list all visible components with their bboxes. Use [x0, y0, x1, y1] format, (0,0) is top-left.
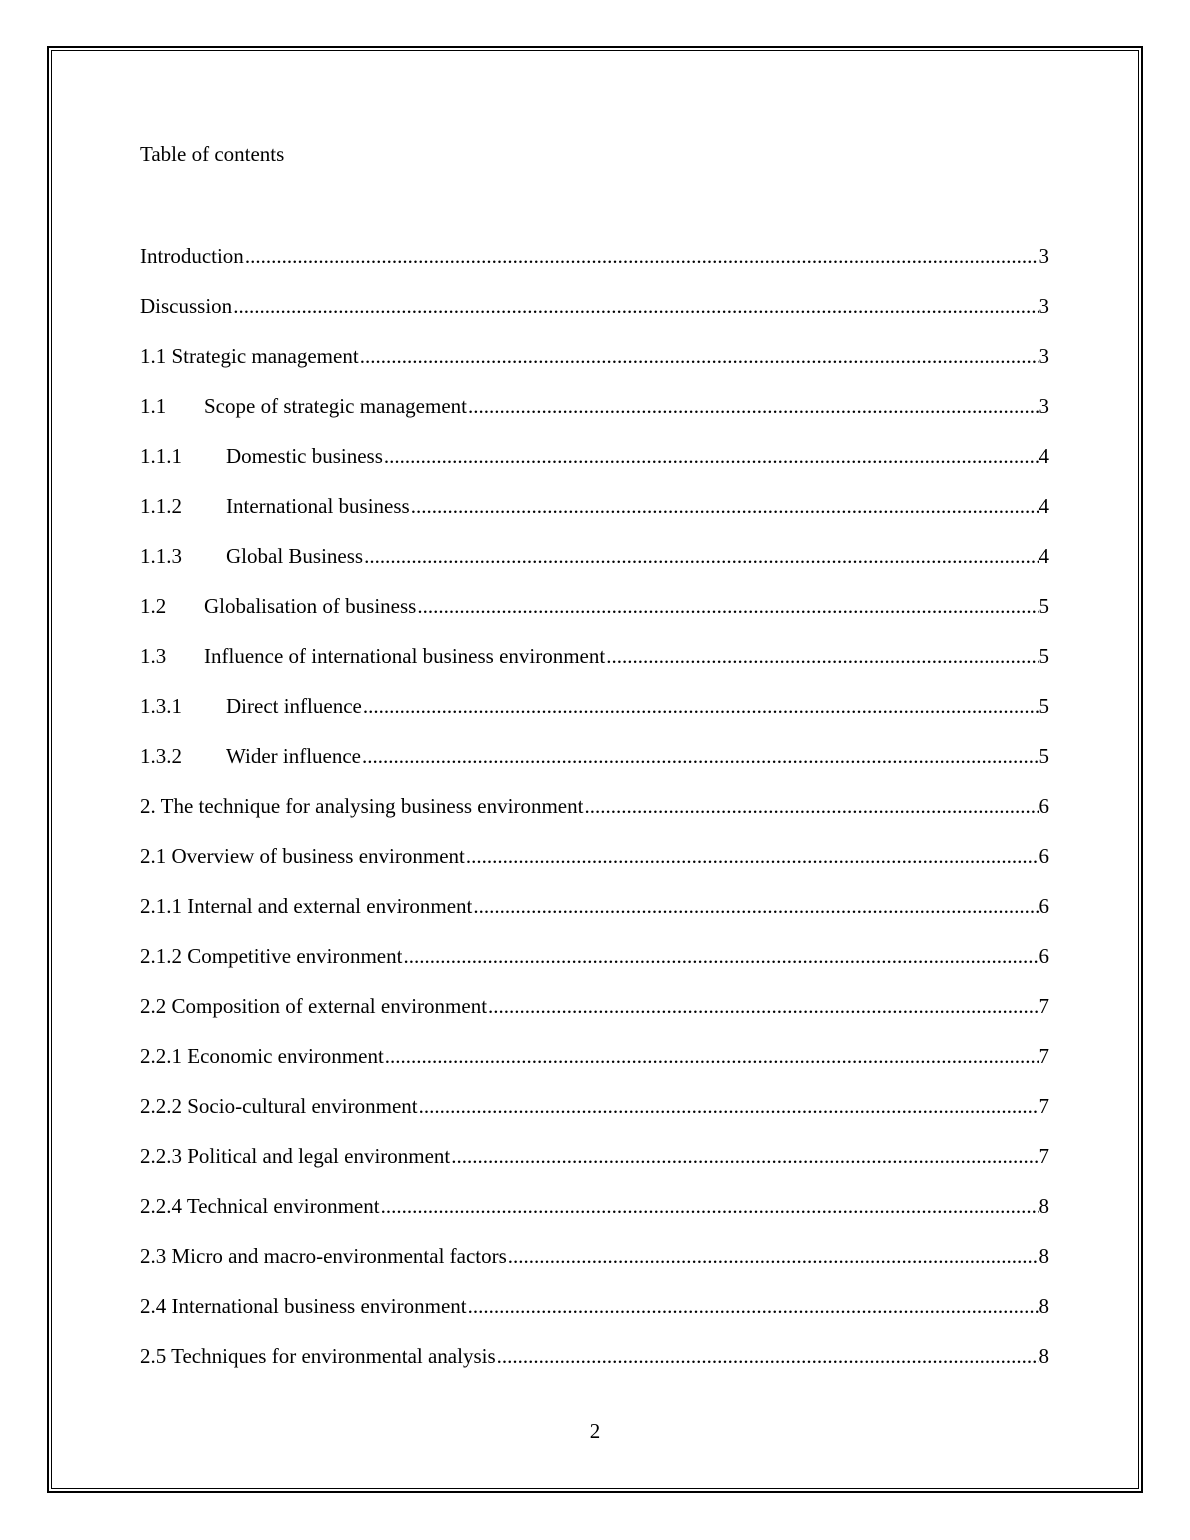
- toc-entry[interactable]: [140, 542, 1049, 592]
- toc-entry-title: 2.1.2 Competitive environment: [140, 944, 403, 968]
- toc-entry-page: 4: [1038, 494, 1049, 518]
- toc-entry-row: [140, 392, 1049, 420]
- toc-dot-leader: [416, 592, 1038, 620]
- toc-entry[interactable]: [140, 942, 1049, 992]
- toc-dot-leader: [383, 442, 1039, 470]
- toc-entry-page: 8: [1038, 1194, 1049, 1218]
- toc-entry-page: 7: [1038, 1094, 1049, 1118]
- toc-entry-page: 6: [1038, 844, 1049, 868]
- toc-entry-title: 2.1.1 Internal and external environment: [140, 894, 473, 918]
- toc-dot-leader: [418, 1092, 1039, 1120]
- toc-entry[interactable]: [140, 1192, 1049, 1242]
- toc-entry-title: 2.2.1 Economic environment: [140, 1044, 384, 1068]
- toc-entry-page: 3: [1038, 344, 1049, 368]
- toc-entry-row: [140, 942, 1049, 970]
- toc-entry-page: 8: [1038, 1294, 1049, 1318]
- toc-entry-number: 1.2: [140, 594, 167, 618]
- toc-entry-row: [140, 1042, 1049, 1070]
- toc-entry[interactable]: [140, 1042, 1049, 1092]
- toc-entry-row: [140, 342, 1049, 370]
- toc-dot-leader: [496, 1342, 1039, 1370]
- toc-entry-page: 8: [1038, 1244, 1049, 1268]
- toc-entry-row: [140, 542, 1049, 570]
- toc-dot-leader: [232, 292, 1038, 320]
- toc-entry-number: 1.3: [140, 644, 167, 668]
- toc-dot-leader: [359, 342, 1039, 370]
- toc-entry[interactable]: [140, 1092, 1049, 1142]
- toc-dot-leader: [244, 242, 1039, 270]
- toc-entry-number: 1.1.3: [140, 544, 182, 568]
- toc-entry[interactable]: [140, 642, 1049, 692]
- toc-dot-leader: [410, 492, 1039, 520]
- toc-entry-title: 2.2 Composition of external environment: [140, 994, 488, 1018]
- toc-entry-title: 2.1 Overview of business environment: [140, 844, 465, 868]
- toc-dot-leader: [380, 1192, 1039, 1220]
- toc-entry[interactable]: [140, 842, 1049, 892]
- toc-entry-title: Domestic business: [226, 444, 383, 468]
- toc-dot-leader: [472, 892, 1038, 920]
- toc-entry-title: Globalisation of business: [204, 594, 417, 618]
- toc-entry-row: [140, 742, 1049, 770]
- toc-entry-row: [140, 292, 1049, 320]
- toc-entry[interactable]: [140, 442, 1049, 492]
- toc-entry-title: Introduction: [140, 244, 244, 268]
- toc-entry-row: [140, 442, 1049, 470]
- toc-entry-row: [140, 592, 1049, 620]
- toc-entry[interactable]: [140, 1292, 1049, 1342]
- toc-entry-title: 2.5 Techniques for environmental analysis: [140, 1344, 496, 1368]
- toc-entry-title: 2.4 International business environment: [140, 1294, 467, 1318]
- toc-entry-page: 5: [1038, 644, 1049, 668]
- toc-entry-title: International business: [226, 494, 410, 518]
- toc-entry-page: 5: [1038, 594, 1049, 618]
- toc-dot-leader: [467, 392, 1039, 420]
- page-number: 2: [589, 1419, 601, 1443]
- toc-entry-title: Discussion: [140, 294, 233, 318]
- toc-entry[interactable]: [140, 242, 1049, 292]
- toc-entry-title: 2. The technique for analysing business environment: [140, 794, 584, 818]
- toc-entry-number: 1.1.2: [140, 494, 182, 518]
- toc-dot-leader: [362, 692, 1039, 720]
- toc-entry-title: Global Business: [226, 544, 364, 568]
- toc-entry-page: 8: [1038, 1344, 1049, 1368]
- toc-entry-page: 3: [1038, 244, 1049, 268]
- toc-dot-leader: [467, 1292, 1039, 1320]
- toc-entry[interactable]: [140, 492, 1049, 542]
- toc-title: Table of contents: [140, 142, 285, 166]
- toc-entry-title: 2.3 Micro and macro-environmental factors: [140, 1244, 507, 1268]
- toc-entry[interactable]: [140, 992, 1049, 1042]
- toc-dot-leader: [465, 842, 1039, 870]
- toc-list: [140, 242, 1049, 1392]
- toc-entry[interactable]: [140, 892, 1049, 942]
- toc-entry[interactable]: [140, 592, 1049, 642]
- toc-dot-leader: [361, 742, 1038, 770]
- toc-entry-row: [140, 992, 1049, 1020]
- toc-entry-page: 6: [1038, 794, 1049, 818]
- toc-entry-row: [140, 792, 1049, 820]
- toc-entry-page: 3: [1038, 394, 1049, 418]
- toc-entry-row: [140, 242, 1049, 270]
- toc-entry-title: 2.2.2 Socio-cultural environment: [140, 1094, 418, 1118]
- toc-entry-page: 5: [1038, 744, 1049, 768]
- toc-entry[interactable]: [140, 792, 1049, 842]
- toc-entry-title: 2.2.3 Political and legal environment: [140, 1144, 451, 1168]
- toc-entry-title: 2.2.4 Technical environment: [140, 1194, 380, 1218]
- toc-dot-leader: [402, 942, 1038, 970]
- toc-entry-page: 7: [1038, 1044, 1049, 1068]
- toc-entry-number: 1.3.2: [140, 744, 182, 768]
- toc-entry-row: [140, 1142, 1049, 1170]
- toc-entry-page: 7: [1038, 1144, 1049, 1168]
- toc-entry-number: 1.1.1: [140, 444, 182, 468]
- toc-entry-row: [140, 1192, 1049, 1220]
- toc-entry-row: [140, 1292, 1049, 1320]
- toc-dot-leader: [487, 992, 1038, 1020]
- toc-entry[interactable]: [140, 692, 1049, 742]
- toc-entry-page: 6: [1038, 944, 1049, 968]
- toc-entry-page: 7: [1038, 994, 1049, 1018]
- toc-entry-row: [140, 1092, 1049, 1120]
- toc-entry-row: [140, 492, 1049, 520]
- toc-entry-title: Wider influence: [226, 744, 362, 768]
- toc-entry-row: [140, 1342, 1049, 1370]
- toc-entry-page: 6: [1038, 894, 1049, 918]
- toc-entry-page: 3: [1038, 294, 1049, 318]
- toc-dot-leader: [363, 542, 1038, 570]
- toc-dot-leader: [583, 792, 1038, 820]
- toc-entry[interactable]: [140, 1342, 1049, 1392]
- toc-entry-title: 1.1 Strategic management: [140, 344, 359, 368]
- toc-entry[interactable]: [140, 392, 1049, 442]
- toc-dot-leader: [450, 1142, 1038, 1170]
- toc-entry-title: Scope of strategic management: [204, 394, 467, 418]
- toc-dot-leader: [605, 642, 1038, 670]
- toc-entry-number: 1.1: [140, 394, 167, 418]
- toc-entry-title: Influence of international business environment: [204, 644, 606, 668]
- toc-entry-row: [140, 692, 1049, 720]
- toc-entry-row: [140, 1242, 1049, 1270]
- toc-entry-page: 5: [1038, 694, 1049, 718]
- toc-entry[interactable]: [140, 1242, 1049, 1292]
- toc-entry-number: 1.3.1: [140, 694, 182, 718]
- toc-dot-leader: [507, 1242, 1039, 1270]
- toc-entry[interactable]: [140, 342, 1049, 392]
- toc-entry-row: [140, 842, 1049, 870]
- toc-entry-row: [140, 642, 1049, 670]
- toc-entry[interactable]: [140, 292, 1049, 342]
- toc-entry-title: Direct influence: [226, 694, 362, 718]
- toc-entry-page: 4: [1038, 544, 1049, 568]
- toc-entry[interactable]: [140, 742, 1049, 792]
- toc-entry-page: 4: [1038, 444, 1049, 468]
- toc-entry-row: [140, 892, 1049, 920]
- toc-entry[interactable]: [140, 1142, 1049, 1192]
- toc-dot-leader: [384, 1042, 1039, 1070]
